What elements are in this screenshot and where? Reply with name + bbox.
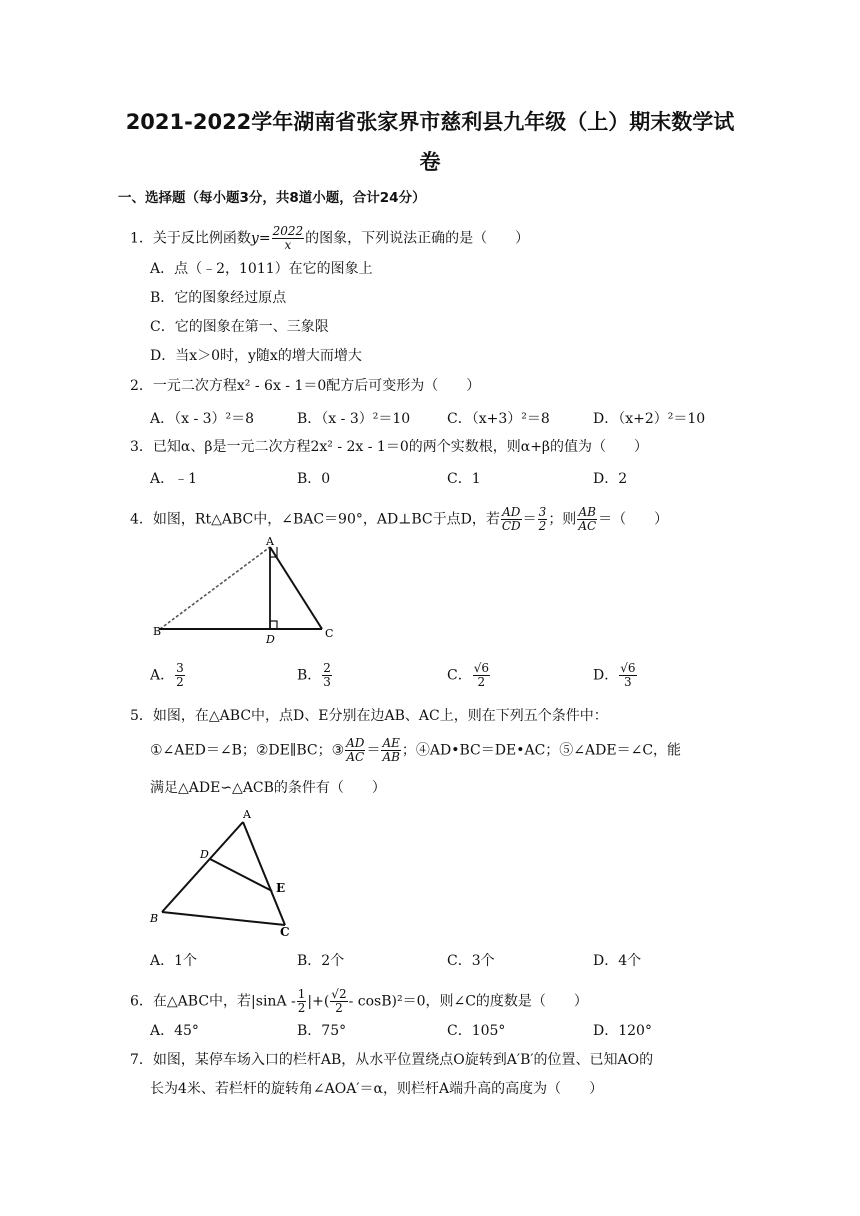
q5-option-c: C．3个 [447, 953, 495, 969]
q4-f2-den: 2 [538, 519, 547, 533]
q4-c-frac [473, 662, 490, 689]
q4-f3-den: AC [578, 519, 597, 533]
q6-fraction-root2 [330, 988, 347, 1015]
q4-a-num: 3 [176, 661, 184, 675]
q4-a-frac [175, 662, 185, 689]
q5-cf-den2: AB [382, 750, 400, 764]
q5-line3: 满足△ADE∽△ACB的条件有（ ） [150, 780, 386, 796]
q4-d-label: D． [593, 667, 619, 684]
q4-b-label: B． [297, 667, 322, 684]
q5-segment-de [210, 859, 272, 891]
q1-stem-y: y= [250, 230, 271, 247]
q4-label-c: C [325, 627, 334, 640]
q4-fraction-ad-cd [501, 506, 522, 533]
question-5-stem: 5．如图，在△ABC中，点D、E分别在边AB、AC上，则在下列五个条件中： [130, 708, 608, 724]
page-title-line2: 卷 [419, 150, 441, 174]
q6-stem-b: - cosB)²＝0，则∠C的度数是（ ） [348, 993, 588, 1010]
q4-c-num: √6 [473, 661, 489, 675]
q4-eq: ＝ [522, 511, 537, 528]
question-6-stem [130, 988, 588, 1015]
q5-fraction-ad-ac [345, 737, 365, 764]
q4-right-angle-d [270, 621, 277, 629]
q4-end: ＝（ ） [598, 511, 669, 528]
q4-fraction-3-2 [538, 506, 548, 533]
q5-cond-a: ①∠AED＝∠B；②DE∥BC；③ [150, 742, 345, 759]
q3-option-a: A．﹣1 [150, 471, 198, 487]
q5-cf-num2: AE [382, 736, 400, 750]
q5-cond-b: ；④AD•BC＝DE•AC；⑤∠ADE＝∠C，能 [401, 742, 682, 759]
question-7-line1: 7．如图，某停车场入口的栏杆AB，从水平位置绕点O旋转到A′B′的位置、已知AO的 [130, 1052, 654, 1068]
q5-label-a: A [243, 808, 251, 821]
question-3-stem: 3．已知α、β是一元二次方程2x² - 2x - 1＝0的两个实数根，则α+β的值为（ ） [130, 439, 649, 455]
q5-side-bc [162, 912, 285, 925]
q4-b-num: 2 [323, 661, 331, 675]
q6-h-den: 2 [297, 1001, 306, 1015]
q1-stem-a: 1．关于反比例函数 [130, 230, 251, 247]
q6-mid: |+( [307, 993, 330, 1010]
q5-triangle-figure [140, 808, 310, 943]
q6-fraction-half [297, 988, 307, 1015]
q4-option-b [297, 662, 333, 689]
q4-f3-num: AB [578, 505, 596, 519]
q1-fraction [272, 225, 305, 252]
q1-option-a: A．点（﹣2，1011）在它的图象上 [150, 261, 373, 277]
q5-label-d: D [200, 848, 209, 861]
q5-side-ab [162, 822, 243, 912]
q3-option-d: D．2 [593, 471, 628, 487]
q4-a-den: 2 [176, 675, 184, 689]
q5-cf-eq: ＝ [366, 742, 381, 759]
q4-label-b: B [153, 625, 162, 638]
page-title-line1: 2021-2022学年湖南省张家界市慈利县九年级（上）期末数学试 [125, 110, 735, 134]
q3-option-b: B．0 [297, 471, 331, 487]
q1-stem-b: 的图象，下列说法正确的是（ ） [305, 230, 530, 247]
q4-fraction-ab-ac [577, 506, 597, 533]
q6-h-num: 1 [297, 987, 306, 1001]
question-7-line2: 长为4米、若栏杆的旋转角∠AOA′＝α，则栏杆A端升高的高度为（ ） [150, 1081, 604, 1097]
q6-r-den: 2 [335, 1001, 343, 1015]
q4-a-label: A． [150, 667, 175, 684]
q4-d-frac [619, 662, 636, 689]
q4-c-label: C． [447, 667, 472, 684]
q4-d-den: 3 [619, 675, 636, 689]
question-4-stem [130, 506, 668, 533]
q2-option-a: A．（x - 3）²＝8 [150, 411, 255, 427]
q6-option-b: B．75° [297, 1023, 347, 1039]
q4-f2-num: 3 [538, 505, 547, 519]
q1-option-b: B．它的图象经过原点 [150, 290, 287, 306]
q1-option-d: D．当x＞0时，y随x的增大而增大 [150, 348, 362, 364]
q4-side-ab [160, 547, 270, 629]
q4-label-d: D [266, 633, 275, 646]
q4-b-frac [322, 662, 332, 689]
q1-frac-den: x [284, 238, 292, 252]
q6-option-d: D．120° [593, 1023, 652, 1039]
q5-label-b: B [150, 912, 159, 925]
q6-stem-a: 6．在△ABC中，若|sinA - [130, 993, 296, 1010]
q4-b-den: 3 [323, 675, 331, 689]
q4-option-d [593, 662, 638, 689]
q5-cf-den1: AC [346, 750, 365, 764]
q5-option-d: D．4个 [593, 953, 642, 969]
q4-d-num: √6 [620, 661, 636, 675]
q4-mid: ；则 [548, 511, 577, 528]
q4-option-c [447, 662, 491, 689]
q4-stem-a: 4．如图，Rt△ABC中，∠BAC＝90°，AD⊥BC于点D，若 [130, 511, 500, 528]
q4-label-a: A [266, 535, 274, 548]
q5-side-ac [243, 822, 285, 925]
q2-option-d: D．（x+2）²＝10 [593, 411, 706, 427]
q5-option-a: A．1个 [150, 953, 198, 969]
q2-option-b: B．（x - 3）²＝10 [297, 411, 411, 427]
q2-option-c: C．（x+3）²＝8 [447, 411, 550, 427]
q3-option-c: C．1 [447, 471, 481, 487]
q1-option-c: C．它的图象在第一、三象限 [150, 319, 329, 335]
section-heading: 一、选择题（每小题3分，共8道小题，合计24分） [118, 190, 426, 206]
q4-option-a [150, 662, 186, 689]
q5-option-b: B．2个 [297, 953, 345, 969]
question-2-stem: 2．一元二次方程x² - 6x - 1＝0配方后可变形为（ ） [130, 378, 481, 394]
q6-r-num: √2 [331, 987, 347, 1001]
q5-cf-num1: AD [346, 736, 365, 750]
q5-label-e: E [276, 881, 286, 895]
q4-c-den: 2 [473, 675, 490, 689]
q5-fraction-ae-ab [381, 737, 400, 764]
q4-triangle-figure [145, 535, 345, 655]
q6-option-c: C．105° [447, 1023, 506, 1039]
q4-f1-num: AD [502, 505, 521, 519]
q6-option-a: A．45° [150, 1023, 199, 1039]
q4-side-ac [270, 547, 322, 629]
q5-conditions [150, 737, 681, 764]
q5-label-c: C [280, 925, 290, 939]
question-1-stem [130, 225, 529, 252]
q4-f1-den: CD [501, 519, 521, 533]
q1-frac-num: 2022 [272, 224, 304, 238]
